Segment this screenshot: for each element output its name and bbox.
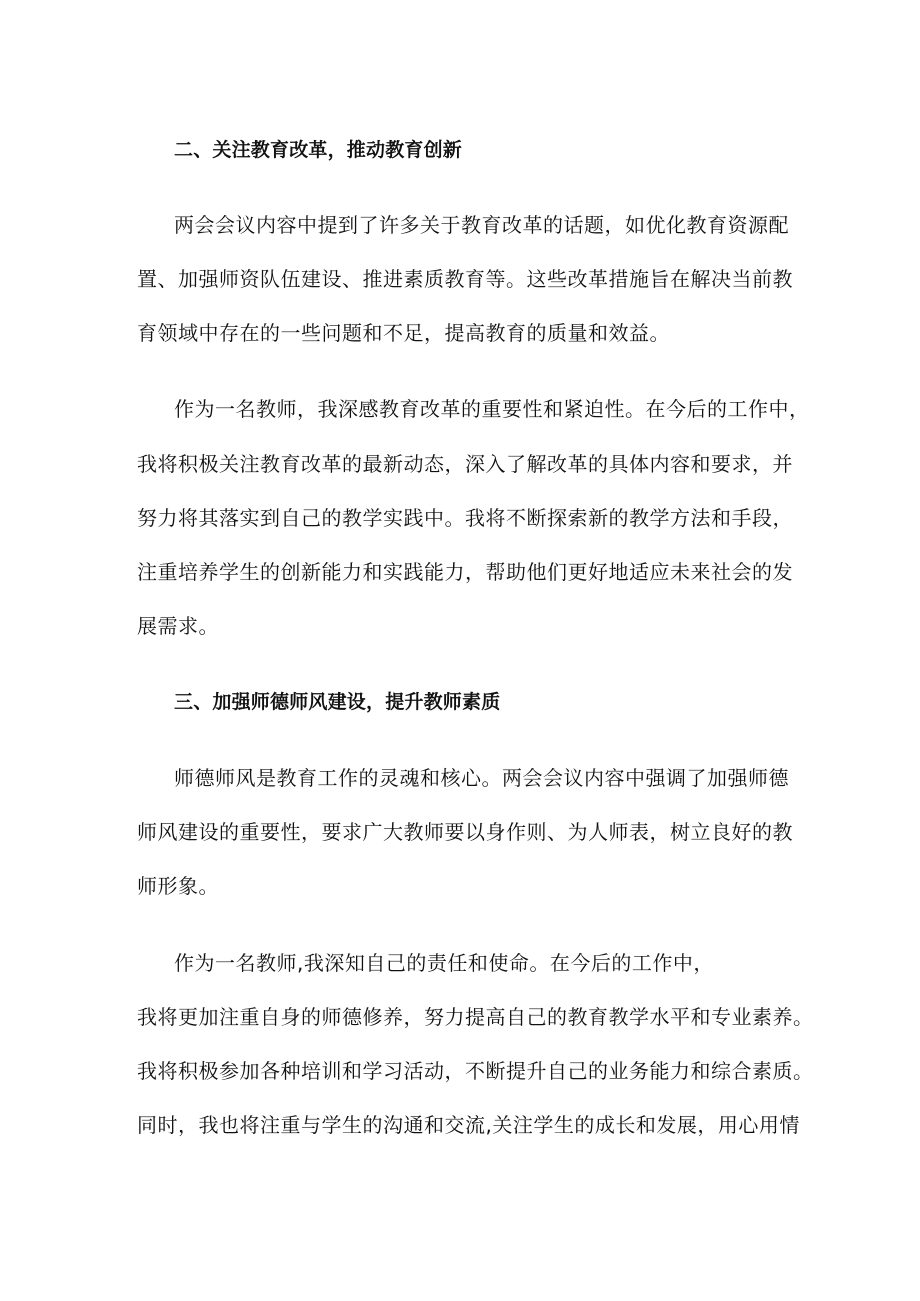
paragraph-line: 师德师风是教育工作的灵魂和核心。两会会议内容中强调了加强师德	[174, 766, 789, 790]
paragraph-line: 两会会议内容中提到了许多关于教育改革的话题，如优化教育资源配	[174, 213, 789, 237]
paragraph-line: 努力将其落实到自己的教学实践中。我将不断探索新的教学方法和手段，	[137, 506, 793, 530]
paragraph-line: 我将积极参加各种培训和学习活动，不断提升自己的业务能力和综合素质。	[137, 1059, 814, 1083]
section-heading: 三、加强师德师风建设，提升教师素质	[174, 691, 501, 713]
paragraph-line: 我将更加注重自身的师德修养，努力提高自己的教育教学水平和专业素养。	[137, 1005, 814, 1029]
section-heading: 二、关注教育改革，推动教育创新	[174, 139, 463, 161]
paragraph-line: 师风建设的重要性，要求广大教师要以身作则、为人师表，树立良好的教	[137, 820, 793, 844]
paragraph-line: 展需求。	[137, 614, 219, 638]
paragraph-line: 育领域中存在的一些问题和不足，提高教育的质量和效益。	[137, 321, 670, 345]
paragraph-line: 同时，我也将注重与学生的沟通和交流,关注学生的成长和发展，用心用情	[137, 1113, 800, 1137]
paragraph-line: 师形象。	[137, 874, 219, 898]
paragraph-line: 置、加强师资队伍建设、推进素质教育等。这些改革措施旨在解决当前教	[137, 267, 793, 291]
paragraph-line: 我将积极关注教育改革的最新动态，深入了解改革的具体内容和要求，并	[137, 452, 793, 476]
paragraph-line: 作为一名教师，我深感教育改革的重要性和紧迫性。在今后的工作中，	[174, 397, 810, 421]
paragraph-line: 注重培养学生的创新能力和实践能力，帮助他们更好地适应未来社会的发	[137, 560, 793, 584]
paragraph-line: 作为一名教师,我深知自己的责任和使命。在今后的工作中，	[174, 951, 714, 975]
